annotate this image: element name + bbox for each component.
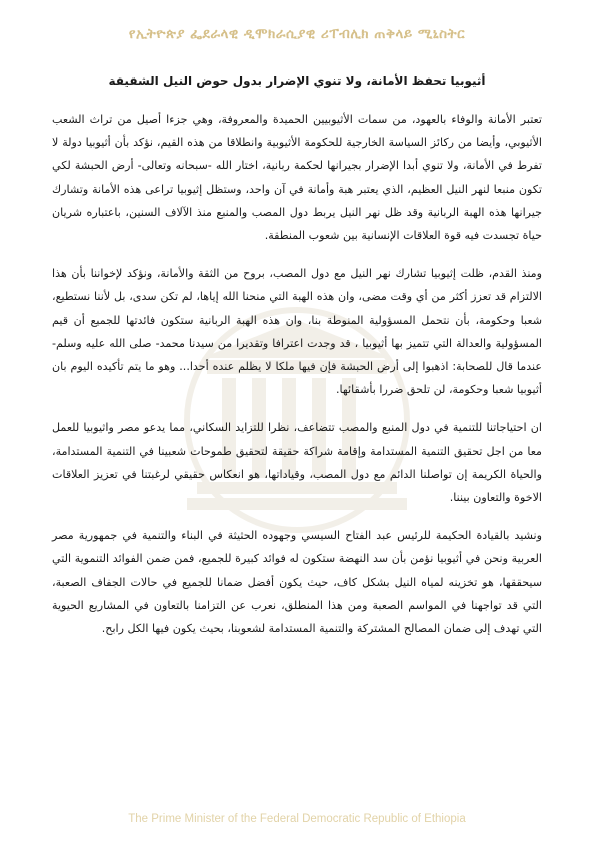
document-body	[52, 74, 542, 655]
paragraph: تعتبر الأمانة والوفاء بالعهود، من سمات الأثيوبيين الحميدة والمعروفة، وهي جزءا أصيل من تراث الشعب الأثيوبي، وأيضا من ركائز السياسة الخارجية للحكومة الأثيوبية وانطلاقا من هذه القيم، نؤكد بأن أثيوبيا دولة لا تفرط في الأمانة، ولا تنوي أبدا الإضرار بجيرانها لحكمة ربانية، اختار الله -سبحانه وتعالى- أرض الحبشة لكي تكون منبعا لنهر النيل العظيم، الذي يعتبر هبة وأمانة في آن واحد، وستظل إثيوبيا تراعى هذه الأمانة وتشارك جيرانها هذه الهبة الربانية وقد ظل نهر النيل يربط دول المصب والمنبع منذ الآلاف السنين، باعتباره شريان حياة تجسدت فيه قوة العلاقات الإنسانية بين شعوب المنطقة.	[52, 113, 542, 243]
paragraph: ان احتياجاتنا للتنمية في دول المنبع والمصب تتضاعف، نظرا للتزايد السكاني، مما يدعو مصر واثيوبيا للعمل معا من اجل تحقيق التنمية المستدامة وإقامة شراكة حقيقة لتحقيق طموحات شعبينا في التنمية المستدامة، والحياة الكريمة إن تواصلنا الدائم مع دول المصب، وقياداتها، هو انعكاس حقيقي لرغبتنا في تعزيز العلاقات الاخوة والتعاون بيننا.	[52, 421, 542, 505]
document-title: أثيوبيا تحفظ الأمانة، ولا تنوي الإضرار بدول حوض النيل الشقيقة	[108, 74, 486, 88]
paragraph: ونشيد بالقيادة الحكيمة للرئيس عبد الفتاح السيسي وجهوده الحثيثة في البناء والتنمية في جمهورية مصر العربية ونحن في أثيوبيا نؤمن بأن سد النهضة ستكون له فوائد كبيرة للجميع، فمن ضمن الفوائد التنموية التي سيحققها، هو تخزينه لمياه النيل بشكل كاف، حيث يكون أفضل ضمانا للجميع في حالات الجفاف الصعبة، التي قد تواجهنا في المواسم الصعبة ومن هذا المنطلق، نعرب عن التزامنا بالتعاون في المشاريع الحيوية التي تهدف إلى ضمان المصالح المشتركة والتنمية المستدامة لشعوبنا، بحيث يكون فيها الكل رابح.	[52, 529, 542, 636]
letterhead-footer: The Prime Minister of the Federal Democratic Republic of Ethiopia	[128, 813, 466, 825]
letterhead-title: የኢትዮጵያ ፌደራላዊ ዲሞክራሲያዊ ሪፐብሊክ ጠቅላይ ሚኒስትር	[128, 26, 466, 42]
paragraph: ومنذ القدم، ظلت إثيوبيا تشارك نهر النيل مع دول المصب، بروح من الثقة والأمانة، ونؤكد لإخواننا بأن هذا الالتزام قد تعزز أكثر من أي وقت مضى، وان هذه الهبة التي منحنا الله إياها، لم تكن سدى، بل لأننا نستطيع، شعبا وحكومة، بأن نتحمل المسؤولية المنوطة بنا، وان هذه الهبة الربانية ستكون فائدتها للجميع أن قيم المسؤولية والعدالة التي تتميز بها أثيوبيا ، قد وجدت اعترافا وتقديرا من سيدنا محمد- صلى الله عليه وسلم- عندما قال للصحابة: اذهبوا إلى أرض الحبشة فإن فيها ملكا لا يظلم عنده أحدا... وهو ما يتم تأكيده اليوم بان أثيوبيا شعبا وحكومة، لن تلحق ضررا بأشقائها.	[52, 267, 542, 397]
